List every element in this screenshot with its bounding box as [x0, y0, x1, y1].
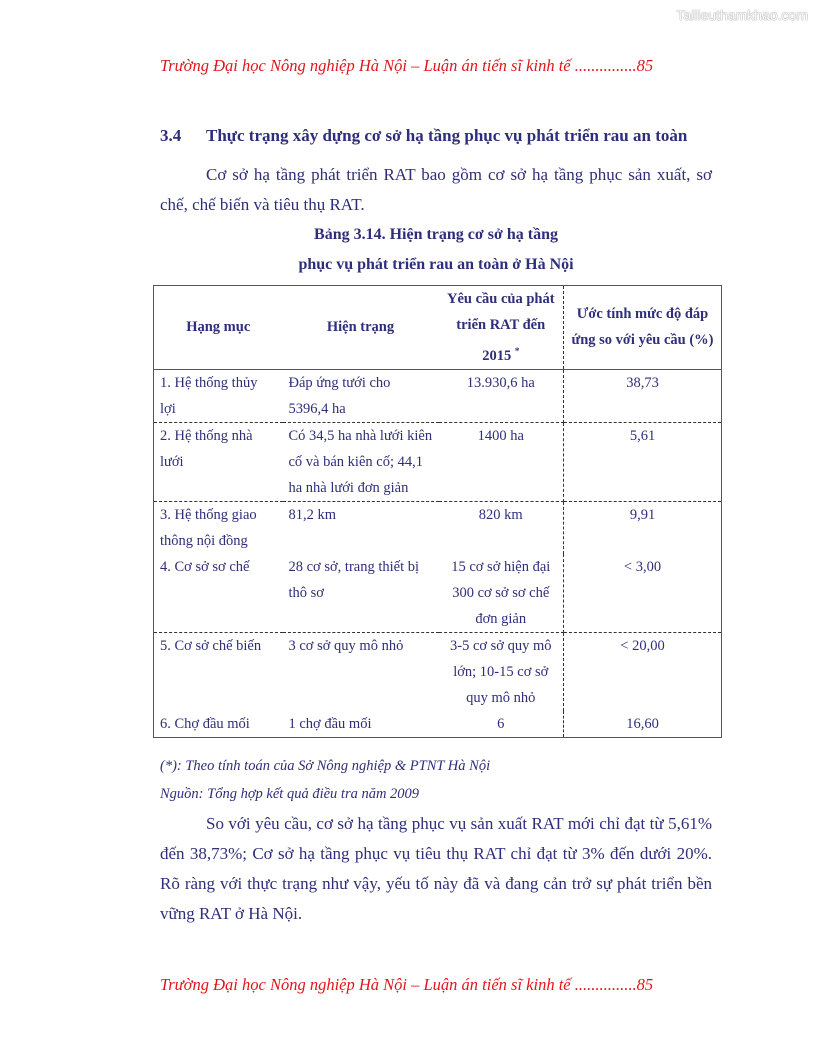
- cell-requirement: 15 cơ sở hiện đại 300 cơ sở sơ chế đơn giản: [439, 554, 564, 633]
- source-note: Nguồn: Tổng hợp kết quả điều tra năm 2009: [160, 786, 420, 802]
- cell-percentage: < 3,00: [564, 554, 722, 633]
- conclusion-paragraph: So với yêu cầu, cơ sở hạ tầng phục vụ sản xuất RAT mới chỉ đạt từ 5,61% đến 38,73%; Cơ sở hạ tầng phục vụ tiêu thụ RAT chỉ đạt từ 3% đến dưới 20%. Rõ ràng với thực trạng như vậy, yếu tố này đã và đang cản trở sự phát triển bền vững RAT ở Hà Nội.: [160, 814, 712, 923]
- cell-percentage: 5,61: [564, 422, 722, 501]
- cell-percentage: < 20,00: [620, 637, 665, 654]
- table-header-row: [154, 286, 722, 370]
- cell-requirement: 13.930,6 ha: [439, 369, 564, 422]
- table-caption-line2: phục vụ phát triển rau an toàn ở Hà Nội: [298, 256, 574, 273]
- header-category: Hạng mục: [186, 319, 251, 336]
- cell-status: 81,2 km: [288, 506, 337, 523]
- page-footer: Trường Đại học Nông nghiệp Hà Nội – Luận án tiến sĩ kinh tế ...............85: [160, 975, 654, 994]
- table-row: [154, 422, 722, 501]
- infrastructure-table: [153, 285, 722, 738]
- cell-requirement: 820 km: [439, 501, 564, 554]
- cell-requirement: 6: [439, 711, 564, 738]
- cell-status: 3 cơ sở quy mô nhỏ: [288, 637, 404, 654]
- cell-category: 1. Hệ thống thủy lợi: [154, 369, 283, 422]
- header-requirement: [439, 286, 564, 370]
- table-row: [154, 369, 722, 422]
- cell-category: 2. Hệ thống nhà lưới: [154, 422, 283, 501]
- cell-percentage: 16,60: [626, 715, 659, 732]
- cell-requirement: 3-5 cơ sở quy mô lớn; 10-15 cơ sở quy mô nhỏ: [439, 632, 564, 711]
- cell-requirement: 1400 ha: [439, 422, 564, 501]
- page-header: Trường Đại học Nông nghiệp Hà Nội – Luận án tiến sĩ kinh tế ...............85: [160, 56, 654, 75]
- cell-status: 28 cơ sở, trang thiết bị thô sơ: [283, 554, 439, 633]
- cell-status: Có 34,5 ha nhà lưới kiên cố và bán kiên cố; 44,1 ha nhà lưới đơn giản: [283, 422, 439, 501]
- footnote: (*): Theo tính toán của Sở Nông nghiệp & PTNT Hà Nội: [160, 758, 491, 774]
- intro-paragraph: Cơ sở hạ tầng phát triển RAT bao gồm cơ sở hạ tầng phục sản xuất, sơ chế, chế biến và tiêu thụ RAT.: [160, 165, 712, 214]
- section-title: Thực trạng xây dựng cơ sở hạ tầng phục vụ phát triển rau an toàn: [206, 126, 688, 145]
- cell-category: 4. Cơ sở sơ chế: [154, 554, 283, 633]
- watermark: Tailieuthamkhao.com: [676, 7, 808, 23]
- cell-status: Đáp ứng tưới cho 5396,4 ha: [283, 369, 439, 422]
- section-heading: [160, 126, 687, 146]
- cell-percentage: 38,73: [564, 369, 722, 422]
- header-percentage: Ước tính mức độ đáp ứng so với yêu cầu (%): [571, 306, 714, 349]
- table-row: [154, 501, 722, 554]
- header-requirement-text: Yêu cầu của phát triển RAT đến 2015: [446, 291, 555, 364]
- table-caption-line1: Bảng 3.14. Hiện trạng cơ sở hạ tầng: [314, 226, 558, 243]
- table-row: [154, 554, 722, 633]
- cell-category: 6. Chợ đầu mối: [160, 715, 250, 732]
- cell-percentage: 9,91: [629, 506, 656, 523]
- header-status: Hiện trạng: [326, 319, 395, 336]
- cell-status: 1 chợ đầu mối: [288, 715, 372, 732]
- table-row: [154, 632, 722, 711]
- header-footnote-mark: *: [514, 346, 520, 356]
- table-row: [154, 711, 722, 738]
- cell-category: 5. Cơ sở chế biến: [160, 637, 262, 654]
- cell-category: 3. Hệ thống giao thông nội đồng: [160, 506, 257, 549]
- section-number: 3.4: [160, 126, 182, 145]
